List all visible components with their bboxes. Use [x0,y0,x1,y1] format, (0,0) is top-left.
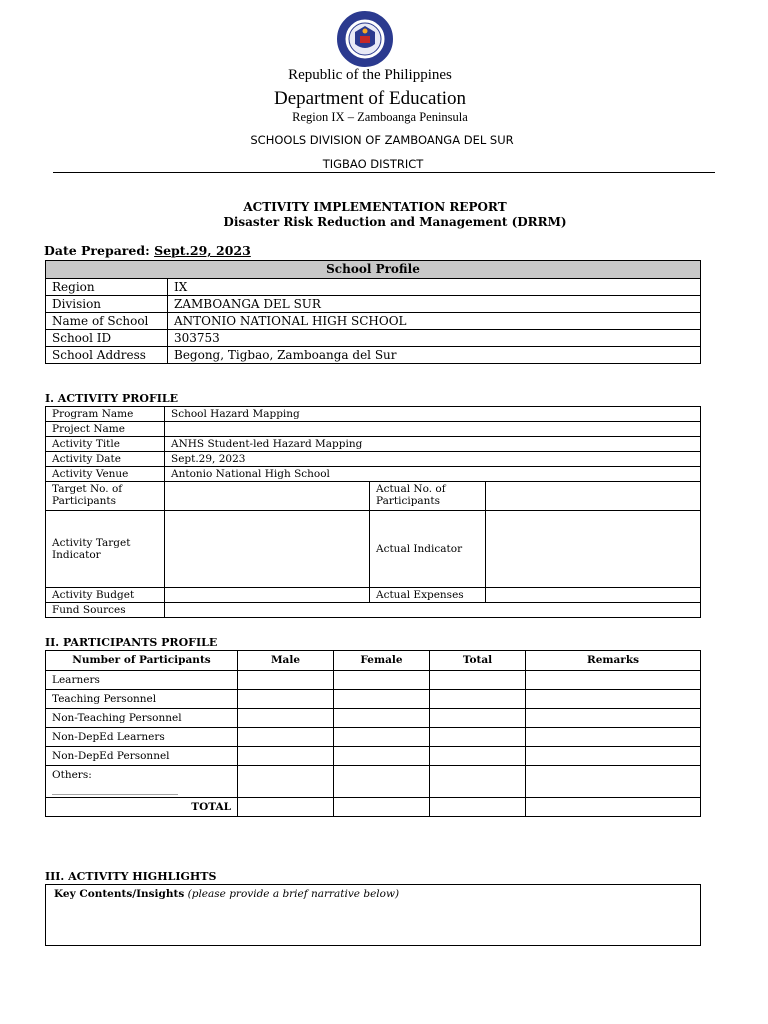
table-header-row [46,651,701,671]
report-subtitle: Disaster Risk Reduction and Management (DRRM) [223,215,567,229]
date-prepared-label: Date Prepared: [44,243,150,258]
fund-sources-label: Fund Sources [46,603,165,618]
table-row [46,747,701,766]
column-header: Total [430,651,526,671]
participants-profile-table [45,650,701,817]
table-row [46,709,701,728]
table-row [46,422,701,437]
deped-seal [324,10,406,68]
date-prepared-value: Sept.29, 2023 [154,243,251,258]
female-cell[interactable] [334,766,430,798]
activity-date-label: Activity Date [46,452,165,467]
table-row [46,330,701,347]
female-cell[interactable] [334,709,430,728]
target-indicator-value[interactable] [165,511,370,588]
participant-type: Non-Teaching Personnel [46,709,238,728]
activity-title-label: Activity Title [46,437,165,452]
actual-participants-value[interactable] [486,482,701,511]
remarks-total-cell[interactable] [526,798,701,817]
activity-venue-label: Activity Venue [46,467,165,482]
program-name-value[interactable]: School Hazard Mapping [165,407,701,422]
table-row [46,588,701,603]
actual-indicator-value[interactable] [486,511,701,588]
male-cell[interactable] [238,709,334,728]
actual-indicator-label: Actual Indicator [370,511,486,588]
male-cell[interactable] [238,747,334,766]
remarks-cell[interactable] [526,728,701,747]
female-cell[interactable] [334,747,430,766]
activity-profile-table [45,406,701,618]
department-heading: Department of Education [273,88,467,109]
target-participants-label: Target No. of Participants [46,482,165,511]
table-row [46,728,701,747]
remarks-cell[interactable] [526,709,701,728]
male-cell[interactable] [238,690,334,709]
total-cell[interactable] [430,766,526,798]
school-profile-table [45,260,701,364]
table-row [46,296,701,313]
region-heading: Region IX – Zamboanga Peninsula [292,110,468,124]
row-value[interactable]: Begong, Tigbao, Zamboanga del Sur [168,347,701,364]
remarks-cell[interactable] [526,671,701,690]
row-value[interactable]: ZAMBOANGA DEL SUR [168,296,701,313]
participant-type: Teaching Personnel [46,690,238,709]
table-row [46,603,701,618]
target-indicator-label: Activity Target Indicator [46,511,165,588]
row-value[interactable]: 303753 [168,330,701,347]
total-row [46,798,701,817]
activity-budget-value[interactable] [165,588,370,603]
table-row [46,437,701,452]
target-participants-value[interactable] [165,482,370,511]
activity-budget-label: Activity Budget [46,588,165,603]
participants-profile-heading: II. PARTICIPANTS PROFILE [45,636,218,649]
column-header: Female [334,651,430,671]
table-row [46,452,701,467]
key-contents-label: Key Contents/Insights [54,888,185,900]
republic-heading: Republic of the Philippines [288,67,452,83]
key-contents-hint: (please provide a brief narrative below) [187,888,400,900]
project-name-value[interactable] [165,422,701,437]
row-value[interactable]: ANTONIO NATIONAL HIGH SCHOOL [168,313,701,330]
column-header: Remarks [526,651,701,671]
female-total-cell[interactable] [334,798,430,817]
table-row [46,467,701,482]
male-cell[interactable] [238,766,334,798]
table-row [46,279,701,296]
remarks-cell[interactable] [526,690,701,709]
district-heading: TIGBAO DISTRICT [322,157,424,171]
row-value[interactable]: IX [168,279,701,296]
table-row [46,511,701,588]
participant-type: Non-DepEd Learners [46,728,238,747]
actual-expenses-value[interactable] [486,588,701,603]
date-prepared [44,243,251,258]
total-cell[interactable] [430,690,526,709]
row-label: School ID [46,330,168,347]
row-label: Region [46,279,168,296]
female-cell[interactable] [334,728,430,747]
fund-sources-value[interactable] [165,603,701,618]
actual-expenses-label: Actual Expenses [370,588,486,603]
row-label: School Address [46,347,168,364]
table-row [46,671,701,690]
male-cell[interactable] [238,671,334,690]
total-cell[interactable] [430,709,526,728]
grand-total-cell[interactable] [430,798,526,817]
key-contents-box[interactable] [45,884,701,946]
actual-participants-label: Actual No. of Participants [370,482,486,511]
activity-date-value[interactable]: Sept.29, 2023 [165,452,701,467]
participant-type: Learners [46,671,238,690]
remarks-cell[interactable] [526,766,701,798]
female-cell[interactable] [334,671,430,690]
male-total-cell[interactable] [238,798,334,817]
project-name-label: Project Name [46,422,165,437]
report-title: ACTIVITY IMPLEMENTATION REPORT [243,200,507,214]
row-label: Name of School [46,313,168,330]
activity-profile-heading: I. ACTIVITY PROFILE [45,392,179,405]
participant-type: Non-DepEd Personnel [46,747,238,766]
table-row [46,407,701,422]
program-name-label: Program Name [46,407,165,422]
division-heading: SCHOOLS DIVISION OF ZAMBOANGA DEL SUR [250,133,514,147]
table-row [46,690,701,709]
table-row [46,482,701,511]
school-profile-heading: School Profile [46,261,701,279]
table-row [46,347,701,364]
participant-type-others: Others: ____________________________ [46,766,238,798]
table-row [46,766,701,798]
table-row [46,313,701,330]
total-cell[interactable] [430,747,526,766]
header-divider [53,172,715,173]
others-blank-line[interactable]: ____________________________ [52,785,178,795]
total-cell[interactable] [430,728,526,747]
column-header: Male [238,651,334,671]
female-cell[interactable] [334,690,430,709]
activity-title-value[interactable]: ANHS Student-led Hazard Mapping [165,437,701,452]
activity-venue-value[interactable]: Antonio National High School [165,467,701,482]
activity-highlights-heading: III. ACTIVITY HIGHLIGHTS [45,870,217,883]
male-cell[interactable] [238,728,334,747]
column-header: Number of Participants [46,651,238,671]
total-label: TOTAL [46,798,238,817]
remarks-cell[interactable] [526,747,701,766]
total-cell[interactable] [430,671,526,690]
row-label: Division [46,296,168,313]
